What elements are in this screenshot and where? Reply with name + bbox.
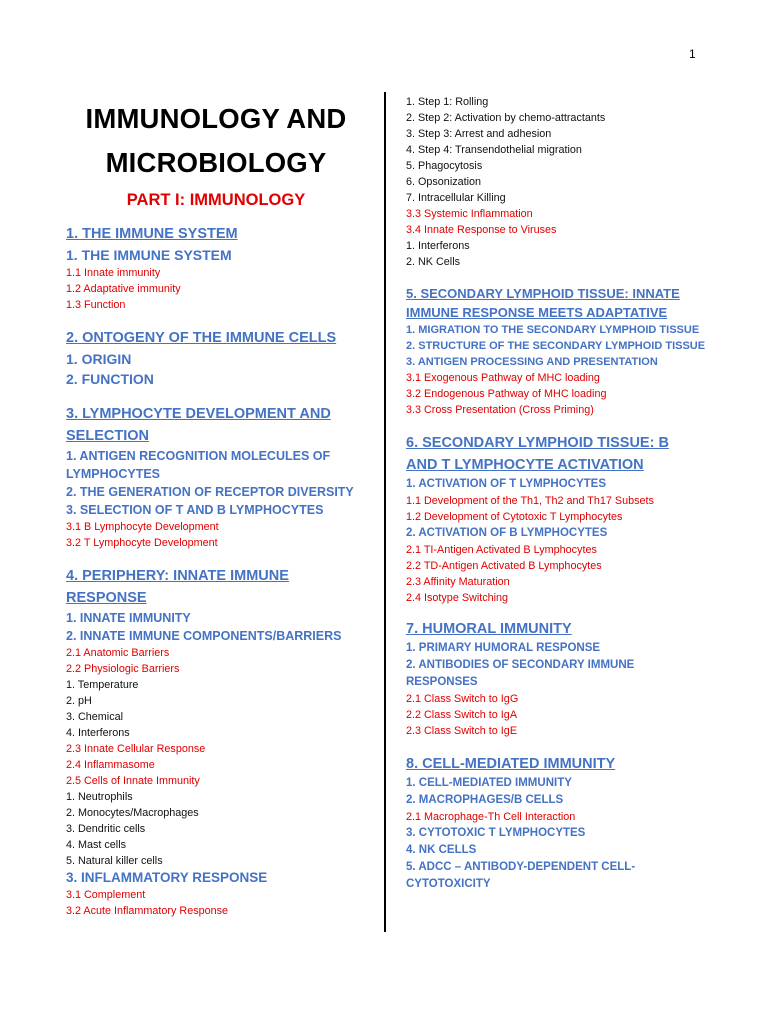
- toc-item[interactable]: 1. ACTIVATION OF T LYMPHOCYTES: [406, 478, 606, 490]
- toc-item[interactable]: 3.4 Innate Response to Viruses: [406, 224, 557, 236]
- toc-item[interactable]: 3. CYTOTOXIC T LYMPHOCYTES: [406, 827, 586, 839]
- toc-item[interactable]: 2.1 Anatomic Barriers: [66, 647, 170, 659]
- toc-item[interactable]: 1.1 Development of the Th1, Th2 and Th17 Subsets: [406, 495, 654, 507]
- toc-item[interactable]: 3. INFLAMMATORY RESPONSE: [66, 870, 268, 885]
- toc-item[interactable]: 1. ORIGIN: [66, 351, 132, 367]
- toc-item[interactable]: 2. Monocytes/Macrophages: [66, 807, 199, 819]
- toc-item[interactable]: 3. SELECTION OF T AND B LYMPHOCYTES: [66, 503, 324, 517]
- toc-item[interactable]: LYMPHOCYTES: [66, 467, 161, 481]
- toc-item[interactable]: 2.3 Innate Cellular Response: [66, 743, 206, 755]
- toc-item[interactable]: 1. ANTIGEN RECOGNITION MOLECULES OF: [66, 449, 331, 463]
- toc-item[interactable]: 2. Step 2: Activation by chemo-attractants: [406, 112, 606, 124]
- toc-item[interactable]: 3. Chemical: [66, 711, 124, 723]
- toc-item[interactable]: 4. Step 4: Transendothelial migration: [406, 144, 582, 156]
- column-divider: [384, 92, 386, 932]
- toc-item[interactable]: 2. FUNCTION: [66, 371, 154, 387]
- toc-item[interactable]: 2.1 TI-Antigen Activated B Lymphocytes: [406, 544, 597, 556]
- continued-list: [406, 94, 711, 270]
- toc-item[interactable]: 2.4 Isotype Switching: [406, 592, 509, 604]
- toc-item[interactable]: 2. NK Cells: [406, 256, 461, 268]
- toc-item[interactable]: 1. CELL-MEDIATED IMMUNITY: [406, 777, 572, 789]
- section-heading[interactable]: 7. HUMORAL IMMUNITY: [406, 621, 572, 637]
- toc-item[interactable]: 2. pH: [66, 695, 92, 707]
- section-heading[interactable]: AND T LYMPHOCYTE ACTIVATION: [406, 457, 644, 473]
- toc-item[interactable]: 2.4 Inflammasome: [66, 759, 155, 771]
- toc-item[interactable]: 2. STRUCTURE OF THE SECONDARY LYMPHOID TISSUE: [406, 340, 706, 352]
- toc-item[interactable]: 1. Interferons: [406, 240, 470, 252]
- section-heading[interactable]: IMMUNE RESPONSE MEETS ADAPTATIVE: [406, 305, 668, 320]
- title-line-2: MICROBIOLOGY: [105, 147, 327, 178]
- toc-item[interactable]: 7. Intracellular Killing: [406, 192, 506, 204]
- toc-item[interactable]: 2. MACROPHAGES/B CELLS: [406, 794, 564, 806]
- section-2: [66, 327, 366, 389]
- section-heading[interactable]: 5. SECONDARY LYMPHOID TISSUE: INNATE: [406, 286, 680, 301]
- section-1: [66, 223, 366, 313]
- section-heading[interactable]: 4. PERIPHERY: INNATE IMMUNE: [66, 568, 289, 584]
- toc-item[interactable]: 3.3 Systemic Inflammation: [406, 208, 533, 220]
- section-heading[interactable]: 1. THE IMMUNE SYSTEM: [66, 226, 238, 242]
- toc-item[interactable]: 3.1 Complement: [66, 889, 146, 901]
- toc-item[interactable]: 1. INNATE IMMUNITY: [66, 611, 191, 625]
- toc-item[interactable]: 1. THE IMMUNE SYSTEM: [66, 247, 232, 263]
- toc-item[interactable]: 2.1 Macrophage-Th Cell Interaction: [406, 811, 576, 823]
- toc-item[interactable]: 3.3 Cross Presentation (Cross Priming): [406, 404, 594, 416]
- toc-item[interactable]: 1.2 Adaptative immunity: [66, 283, 181, 295]
- toc-item[interactable]: 5. Phagocytosis: [406, 160, 483, 172]
- toc-item[interactable]: 1. PRIMARY HUMORAL RESPONSE: [406, 642, 601, 654]
- toc-item[interactable]: 1. Temperature: [66, 679, 139, 691]
- toc-item[interactable]: 2. INNATE IMMUNE COMPONENTS/BARRIERS: [66, 629, 342, 643]
- document-title: [66, 97, 366, 185]
- section-6: [406, 432, 711, 606]
- toc-item[interactable]: 4. Mast cells: [66, 839, 126, 851]
- toc-item[interactable]: 4. Interferons: [66, 727, 130, 739]
- section-heading[interactable]: 8. CELL-MEDIATED IMMUNITY: [406, 756, 616, 772]
- toc-item[interactable]: 2.1 Class Switch to IgG: [406, 693, 519, 705]
- toc-item[interactable]: CYTOTOXICITY: [406, 878, 491, 890]
- toc-item[interactable]: 2. THE GENERATION OF RECEPTOR DIVERSITY: [66, 485, 354, 499]
- toc-item[interactable]: 3.2 Acute Inflammatory Response: [66, 905, 229, 917]
- document-subtitle: PART I: IMMUNOLOGY: [126, 191, 306, 209]
- section-4: [66, 565, 366, 919]
- toc-item[interactable]: RESPONSES: [406, 676, 478, 688]
- section-3: [66, 403, 366, 551]
- toc-item[interactable]: 1.3 Function: [66, 299, 126, 311]
- toc-item[interactable]: 2. ANTIBODIES OF SECONDARY IMMUNE: [406, 659, 635, 671]
- section-heading[interactable]: 3. LYMPHOCYTE DEVELOPMENT AND: [66, 406, 331, 422]
- section-heading[interactable]: RESPONSE: [66, 590, 147, 606]
- toc-item[interactable]: 3.1 Exogenous Pathway of MHC loading: [406, 372, 600, 384]
- toc-item[interactable]: 1.1 Innate immunity: [66, 267, 161, 279]
- toc-item[interactable]: 2.2 TD-Antigen Activated B Lymphocytes: [406, 560, 602, 572]
- left-column: [66, 92, 366, 919]
- toc-item[interactable]: 5. ADCC – ANTIBODY-DEPENDENT CELL-: [406, 861, 636, 873]
- toc-item[interactable]: 5. Natural killer cells: [66, 855, 163, 867]
- toc-item[interactable]: 3.2 T Lymphocyte Development: [66, 537, 218, 549]
- section-heading[interactable]: 6. SECONDARY LYMPHOID TISSUE: B: [406, 435, 669, 451]
- toc-item[interactable]: 2.5 Cells of Innate Immunity: [66, 775, 200, 787]
- section-heading[interactable]: SELECTION: [66, 428, 149, 444]
- toc-item[interactable]: 3. Step 3: Arrest and adhesion: [406, 128, 552, 140]
- toc-item[interactable]: 2.2 Class Switch to IgA: [406, 709, 518, 721]
- toc-item[interactable]: 1. MIGRATION TO THE SECONDARY LYMPHOID TISSUE: [406, 324, 700, 336]
- toc-item[interactable]: 6. Opsonization: [406, 176, 482, 188]
- toc-item[interactable]: 1. Neutrophils: [66, 791, 133, 803]
- toc-item[interactable]: 1.2 Development of Cytotoxic T Lymphocytes: [406, 511, 623, 523]
- toc-item[interactable]: 2.3 Affinity Maturation: [406, 576, 510, 588]
- section-heading[interactable]: 2. ONTOGENY OF THE IMMUNE CELLS: [66, 330, 337, 346]
- toc-item[interactable]: 4. NK CELLS: [406, 844, 477, 856]
- section-7: [406, 618, 711, 739]
- toc-item[interactable]: 2. ACTIVATION OF B LYMPHOCYTES: [406, 527, 608, 539]
- toc-item[interactable]: 3. Dendritic cells: [66, 823, 146, 835]
- toc-item[interactable]: 3.1 B Lymphocyte Development: [66, 521, 219, 533]
- title-line-1: IMMUNOLOGY AND: [85, 103, 347, 134]
- toc-item[interactable]: 2.2 Physiologic Barriers: [66, 663, 180, 675]
- toc-item[interactable]: 1. Step 1: Rolling: [406, 96, 489, 108]
- page-number: 1: [689, 47, 696, 61]
- toc-item[interactable]: 3. ANTIGEN PROCESSING AND PRESENTATION: [406, 356, 658, 368]
- toc-item[interactable]: 2.3 Class Switch to IgE: [406, 725, 518, 737]
- toc-item[interactable]: 3.2 Endogenous Pathway of MHC loading: [406, 388, 607, 400]
- right-column: [406, 94, 711, 893]
- section-5: [406, 284, 711, 418]
- section-8: [406, 753, 711, 893]
